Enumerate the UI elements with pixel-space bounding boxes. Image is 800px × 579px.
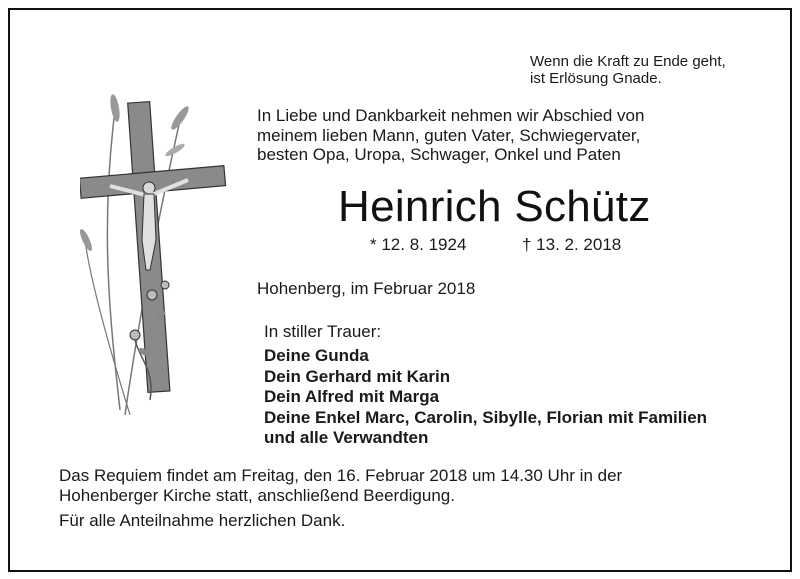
- mourner: Dein Alfred mit Marga: [264, 387, 440, 406]
- crucifix-icon: [80, 90, 230, 420]
- mourner: Deine Enkel Marc, Carolin, Sibylle, Florian mit Familien: [264, 407, 708, 427]
- intro-text: [257, 106, 644, 165]
- requiem-line: Das Requiem findet am Freitag, den 16. Februar 2018 um 14.30 Uhr in der: [59, 466, 623, 485]
- intro-line: meinem lieben Mann, guten Vater, Schwiegervater,: [257, 125, 641, 145]
- deceased-name: Heinrich Schütz: [338, 182, 651, 231]
- requiem-info: [59, 466, 622, 505]
- intro-line: In Liebe und Dankbarkeit nehmen wir Abschied von: [257, 106, 645, 125]
- motto-line: Wenn die Kraft zu Ende geht,: [530, 53, 726, 70]
- motto: [530, 53, 726, 88]
- death-date: † 13. 2. 2018: [522, 235, 622, 254]
- mourners-list: [264, 346, 707, 449]
- thanks-line: Für alle Anteilnahme herzlichen Dank.: [59, 511, 346, 530]
- requiem-line: Hohenberger Kirche statt, anschließend Beerdigung.: [59, 485, 455, 505]
- place-date: Hohenberg, im Februar 2018: [257, 279, 476, 298]
- motto-line: ist Erlösung Gnade.: [530, 70, 662, 88]
- mourner: Deine Gunda: [264, 346, 369, 365]
- mourner: und alle Verwandten: [264, 428, 429, 447]
- mourning-label: In stiller Trauer:: [264, 322, 382, 341]
- birth-date: * 12. 8. 1924: [370, 235, 467, 254]
- intro-line: besten Opa, Uropa, Schwager, Onkel und Paten: [257, 145, 621, 165]
- mourner: Dein Gerhard mit Karin: [264, 366, 451, 386]
